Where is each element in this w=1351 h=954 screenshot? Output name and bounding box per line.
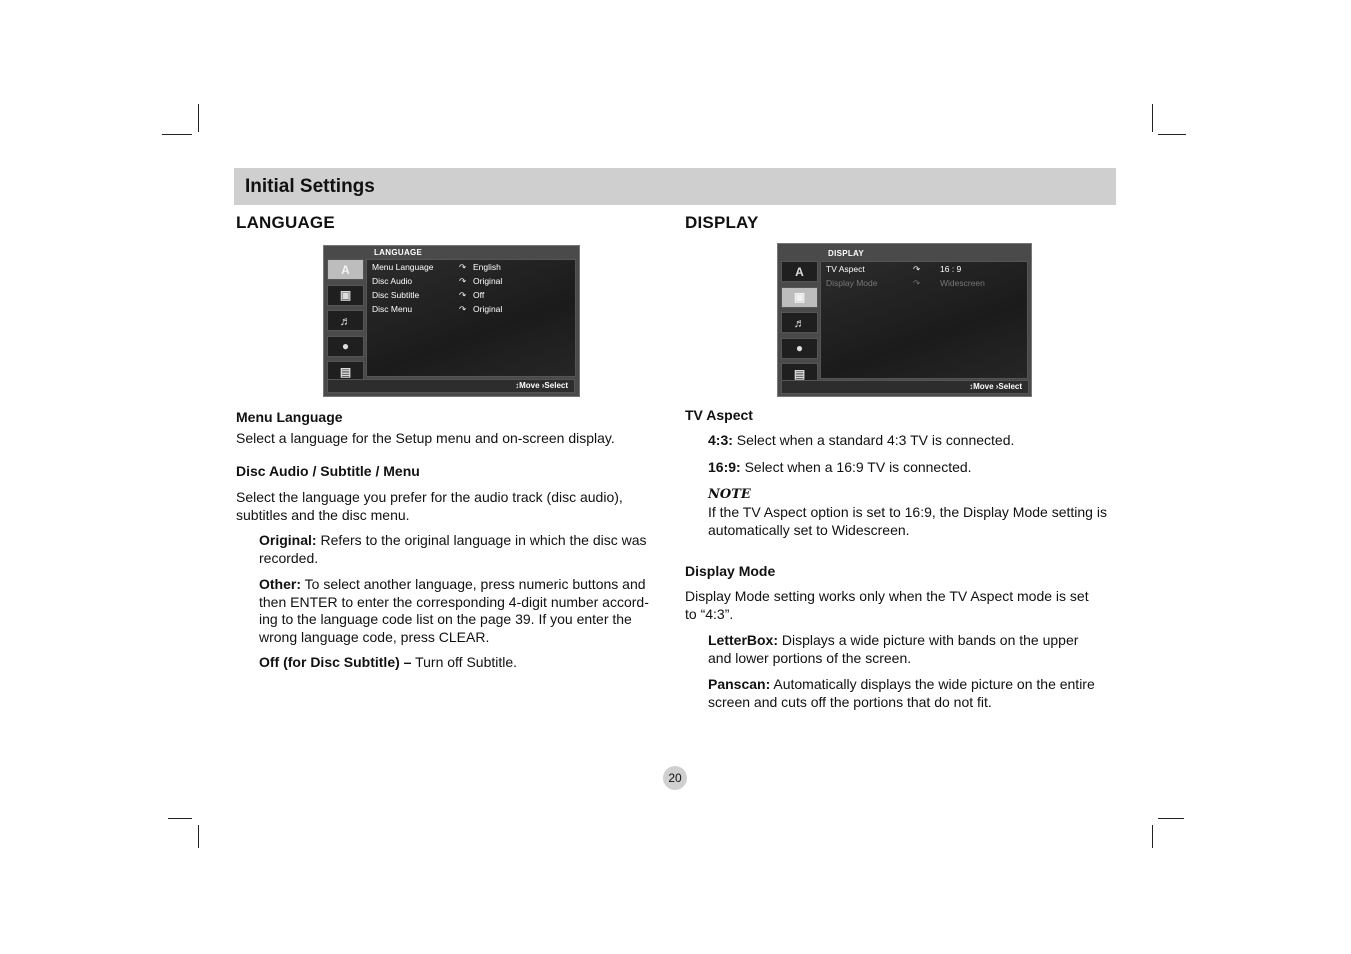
page-title-bar: [234, 168, 1116, 205]
osd-footer: [327, 379, 575, 393]
display-heading: DISPLAY: [685, 213, 759, 232]
crop-mark: [198, 825, 199, 848]
original-option: Original: Refers to the original language in which the disc was recorded.: [259, 532, 647, 566]
display-menu-screen: [777, 243, 1032, 397]
off-option: Off (for Disc Subtitle) – Turn off Subtitle.: [259, 654, 518, 670]
crop-mark: [1158, 134, 1186, 135]
language-menu-screen: [323, 245, 580, 397]
page-number: 20: [663, 766, 687, 790]
note-text: If the TV Aspect option is set to 16:9, the Display Mode setting is automatically set to Widescreen.: [708, 504, 1107, 538]
language-icon: A: [327, 259, 364, 280]
osd-row-disc-menu: Disc Menu ↷ Original: [372, 304, 503, 314]
crop-mark: [1152, 825, 1153, 848]
display-mode-heading: Display Mode: [685, 563, 776, 579]
osd-row-display-mode: Display Mode ↷ Widescreen: [826, 278, 985, 288]
osd-sidebar: [781, 261, 818, 389]
note-heading: NOTE: [708, 487, 751, 502]
aspect-16-9-option: 16:9: Select when a 16:9 TV is connected.: [708, 459, 972, 475]
osd-footer: [781, 380, 1029, 394]
language-icon: A: [781, 261, 818, 282]
language-heading: LANGUAGE: [236, 213, 335, 232]
page-title: Initial Settings: [245, 176, 375, 197]
osd-footer-hint: ↕Move ›Select: [969, 382, 1022, 391]
menu-language-text: Select a language for the Setup menu and on-screen display.: [236, 430, 615, 446]
osd-row-tv-aspect: TV Aspect ↷ 16 : 9: [826, 264, 962, 274]
osd-sidebar: [327, 259, 364, 387]
disc-audio-text: Select the language you prefer for the audio track (disc audio), subtitles and the disc menu.: [236, 489, 623, 523]
lock-icon: ●: [327, 336, 364, 357]
crop-mark: [1152, 104, 1153, 132]
display-icon: ▣: [327, 285, 364, 306]
audio-icon: ♬: [327, 310, 364, 331]
osd-row-menu-language: Menu Language ↷ English: [372, 262, 501, 272]
disc-audio-heading: Disc Audio / Subtitle / Menu: [236, 463, 420, 479]
crop-mark: [168, 818, 192, 819]
osd-row-disc-subtitle: Disc Subtitle ↷ Off: [372, 290, 485, 300]
osd-title: LANGUAGE: [374, 248, 423, 257]
letterbox-option: LetterBox: Displays a wide picture with bands on the upper and lower portions of the screen.: [708, 632, 1079, 666]
osd-footer-hint: ↕Move ›Select: [515, 381, 568, 390]
lock-icon: ●: [781, 338, 818, 359]
others-icon: ▤: [781, 363, 818, 384]
aspect-4-3-option: 4:3: Select when a standard 4:3 TV is connected.: [708, 432, 1015, 448]
audio-icon: ♬: [781, 312, 818, 333]
osd-panel: [366, 259, 576, 377]
display-icon: ▣: [781, 287, 818, 308]
panscan-option: Panscan: Automatically displays the wide picture on the entire screen and cuts off the portions that do not fit.: [708, 676, 1095, 710]
osd-title: DISPLAY: [828, 249, 865, 258]
osd-row-disc-audio: Disc Audio ↷ Original: [372, 276, 503, 286]
crop-mark: [1158, 818, 1184, 819]
others-icon: ▤: [327, 361, 364, 382]
tv-aspect-heading: TV Aspect: [685, 407, 753, 423]
other-option: Other: To select another language, press numeric buttons and then ENTER to enter the corresponding 4-digit number accord- ing to the language code list on the page 39. If you enter the wrong language code, press CLEAR.: [259, 576, 649, 645]
crop-mark: [198, 104, 199, 132]
menu-language-heading: Menu Language: [236, 409, 343, 425]
osd-panel: [820, 261, 1028, 379]
display-mode-text: Display Mode setting works only when the TV Aspect mode is set to “4:3”.: [685, 588, 1089, 622]
crop-mark: [162, 134, 192, 135]
